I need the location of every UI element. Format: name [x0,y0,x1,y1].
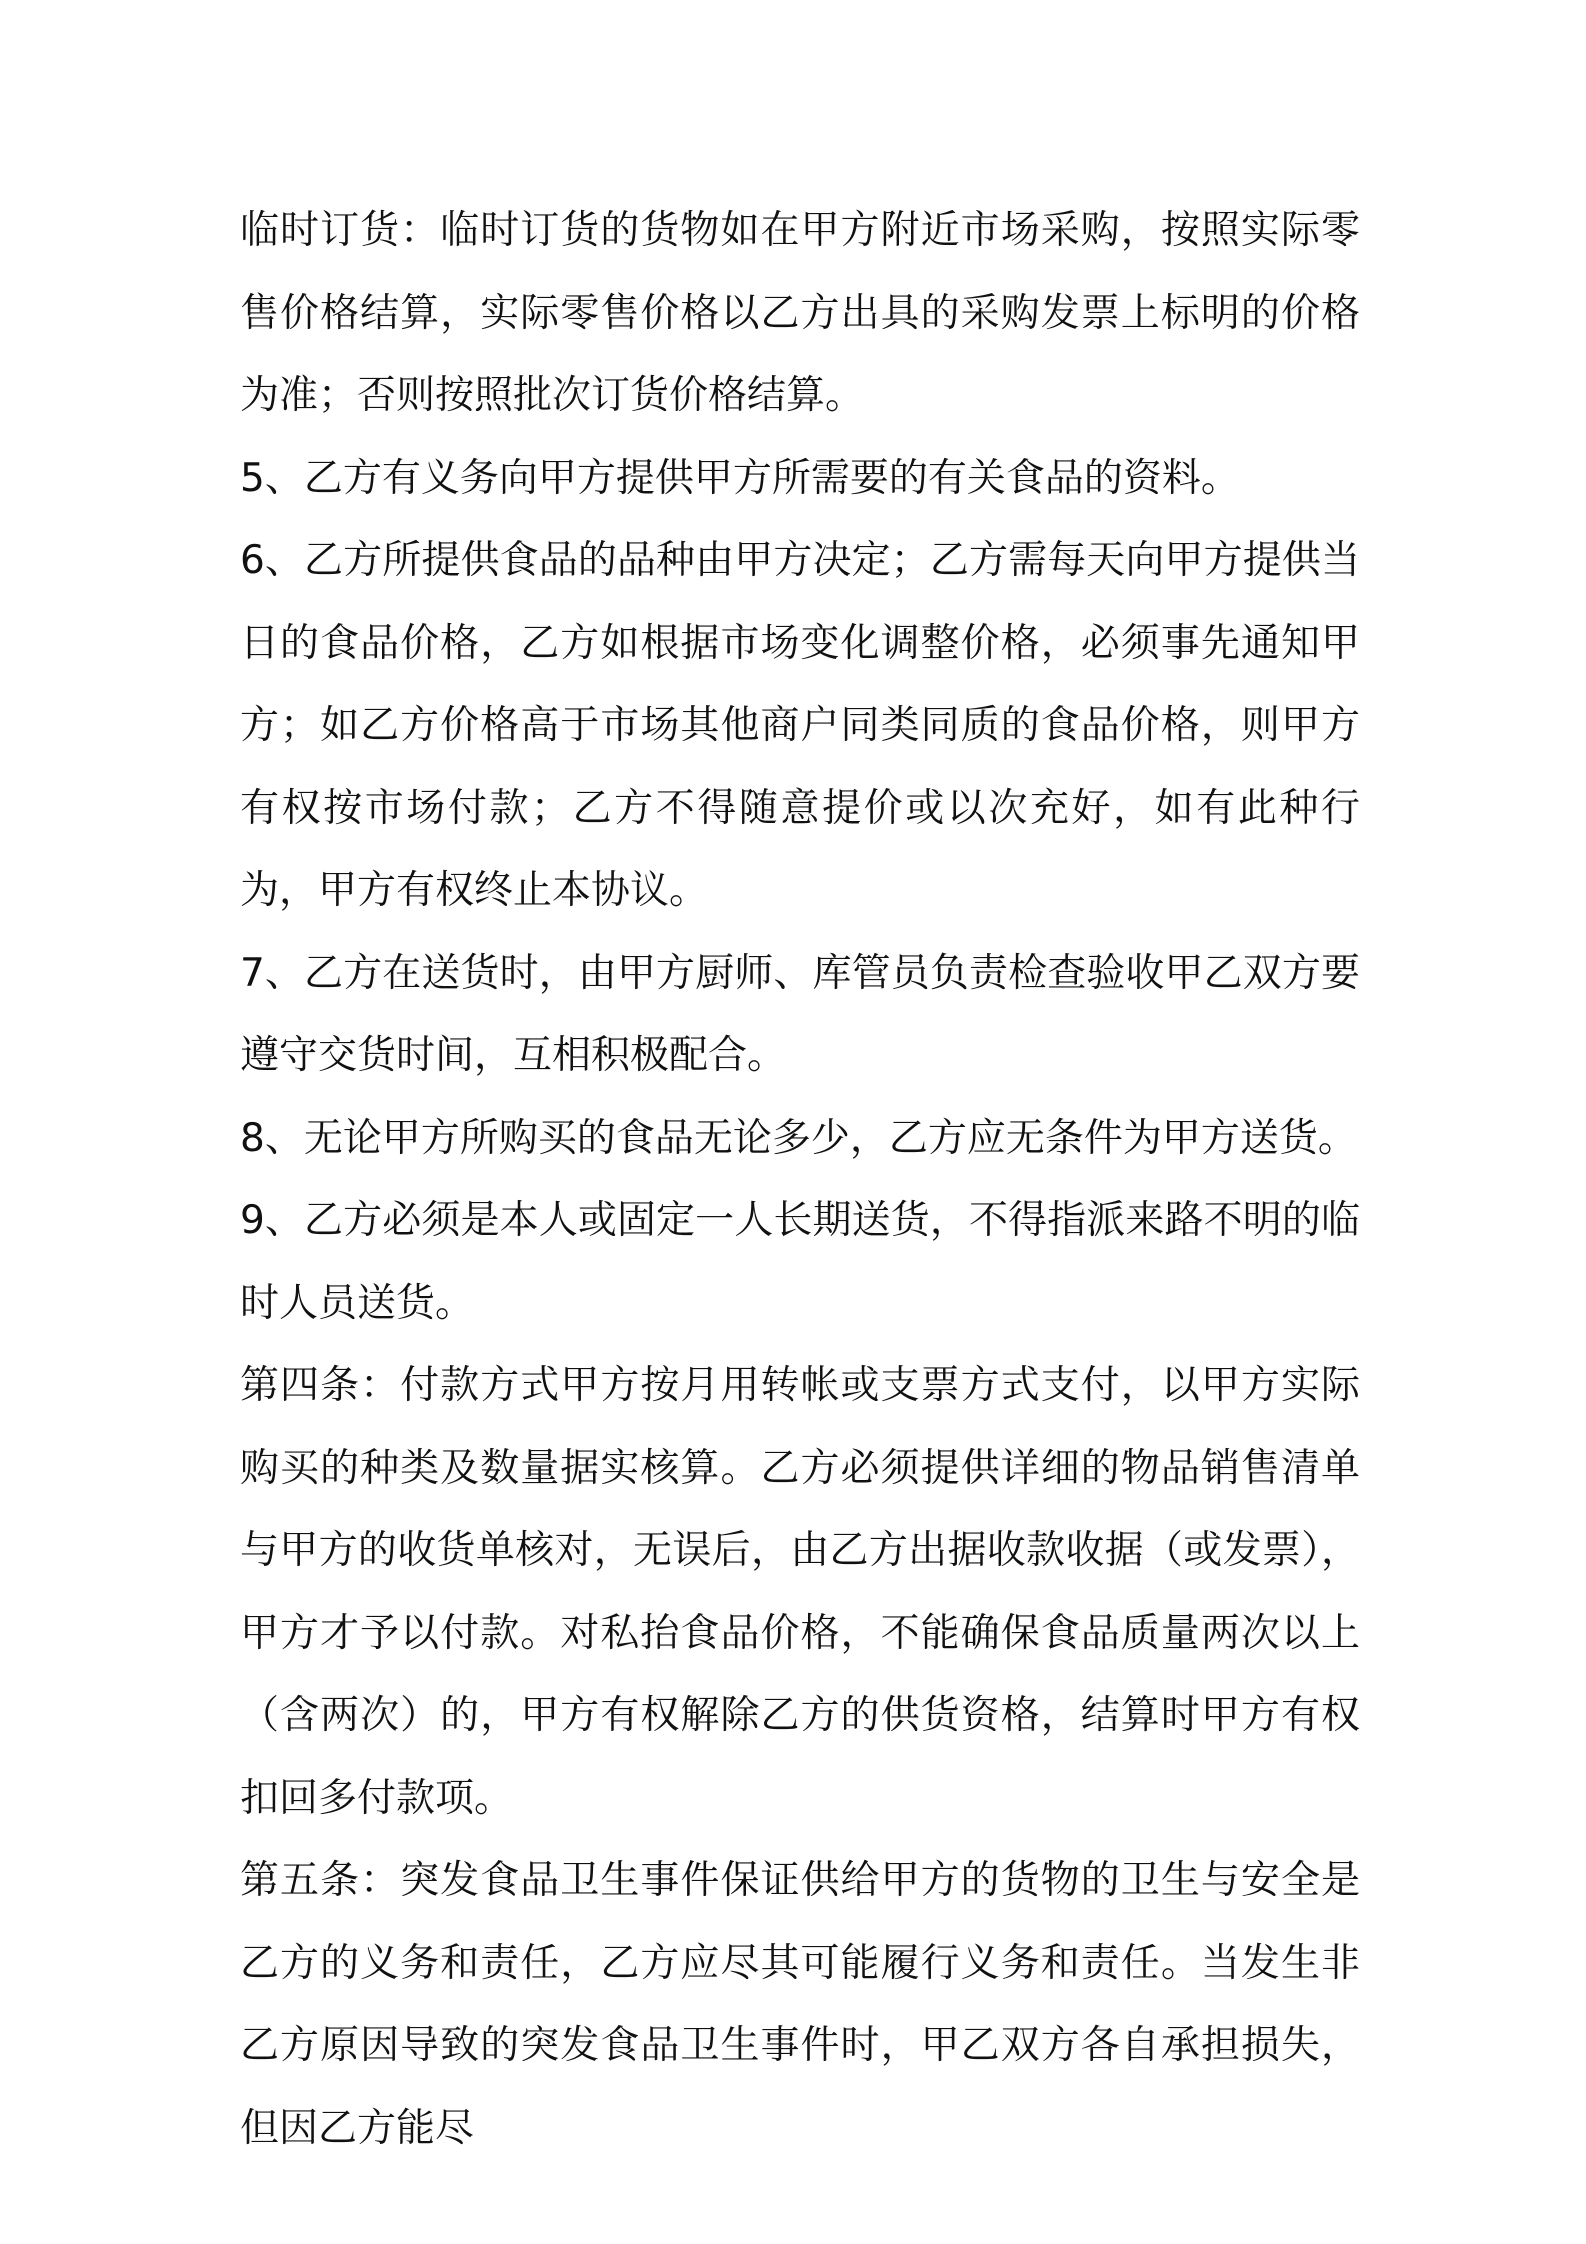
document-body [240,190,1360,2170]
paragraph-item-9: 9、乙方必须是本人或固定一人长期送货，不得指派来路不明的临时人员送货。 [240,1198,1360,1326]
paragraph-article-4: 第四条：付款方式甲方按月用转帐或支票方式支付，以甲方实际购买的种类及数量据实核算。乙方必须提供详细的物品销售清单与甲方的收货单核对，无误后，由乙方出据收款收据（或发票），甲方才予以付款。对私抬食品价格，不能确保食品质量两次以上（含两次）的，甲方有权解除乙方的供货资格，结算时甲方有权扣回多付款项。 [240,1363,1360,1821]
paragraph-article-5: 第五条：突发食品卫生事件保证供给甲方的货物的卫生与安全是乙方的义务和责任，乙方应尽其可能履行义务和责任。当发生非乙方原因导致的突发食品卫生事件时，甲乙双方各自承担损失，但因乙方能尽 [240,1858,1360,2151]
paragraph-item-5: 5、乙方有义务向甲方提供甲方所需要的有关食品的资料。 [240,455,1240,501]
paragraph-item-7: 7、乙方在送货时，由甲方厨师、库管员负责检查验收甲乙双方要遵守交货时间，互相积极配合。 [240,950,1360,1078]
paragraph-item-8: 8、无论甲方所购买的食品无论多少，乙方应无条件为甲方送货。 [240,1115,1357,1161]
paragraph-item-6: 6、乙方所提供食品的品种由甲方决定；乙方需每天向甲方提供当日的食品价格，乙方如根据市场变化调整价格，必须事先通知甲方；如乙方价格高于市场其他商户同类同质的食品价格，则甲方有权按市场付款；乙方不得随意提价或以次充好，如有此种行为，甲方有权终止本协议。 [240,538,1360,913]
paragraph-temporary-order: 临时订货：临时订货的货物如在甲方附近市场采购，按照实际零售价格结算，实际零售价格以乙方出具的采购发票上标明的价格为准；否则按照批次订货价格结算。 [240,208,1360,418]
